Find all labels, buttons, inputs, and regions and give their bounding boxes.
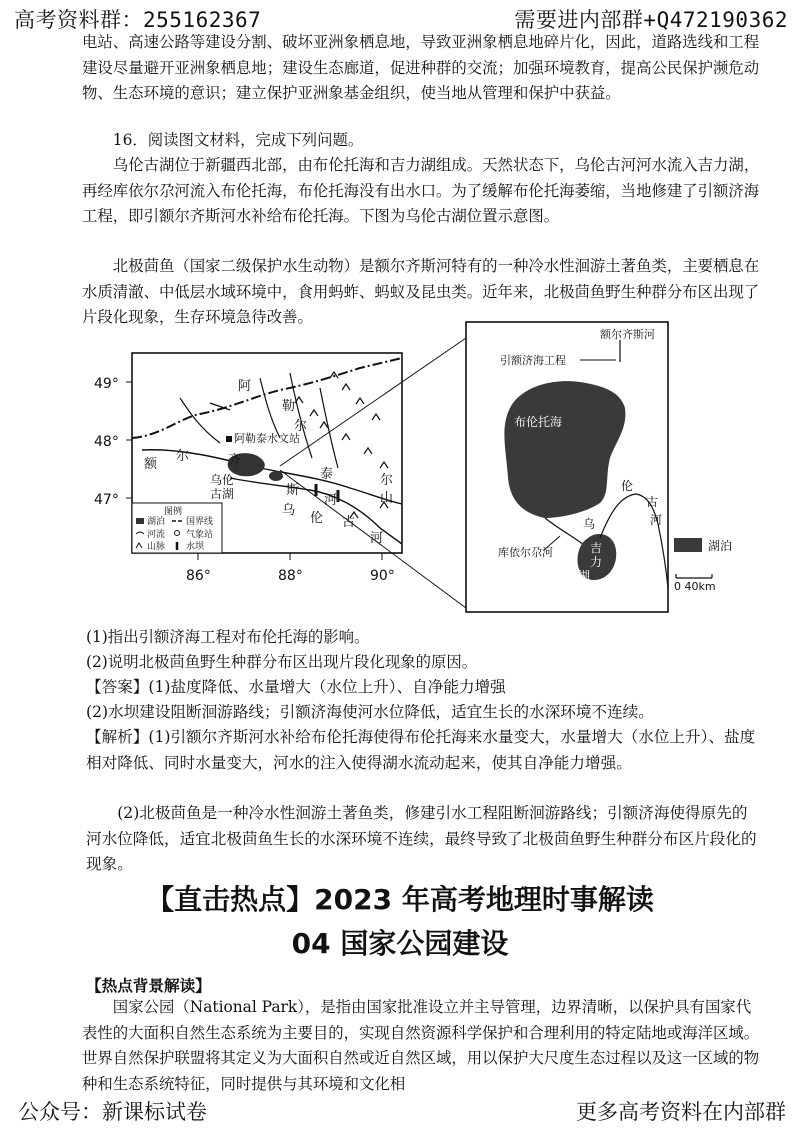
footer-right-text: 更多高考资料在内部群 [576, 1100, 786, 1124]
location-map [80, 318, 800, 618]
lon-label-86: 86° [186, 568, 211, 584]
label-wu: 乌 [282, 503, 296, 518]
legend-weather-station: 气象站 [186, 530, 214, 540]
label-gu: 古 [342, 515, 356, 530]
label-er1: 尔 [294, 419, 308, 434]
left-lake-jili [269, 471, 283, 481]
q16-answer-2: (2)水坝建设阻断洄游路线；引额济海使河水位降低，适宜生长的水深环境不连续。 [86, 703, 654, 721]
label-qi: 齐 [228, 453, 242, 468]
label-diversion-project: 引额济海工程 [500, 354, 566, 367]
legend-lake: 湖泊 [147, 517, 166, 527]
q16-material-1: 乌伦古湖位于新疆西北部，由布伦托海和吉力湖组成。天然状态下，乌伦古河河水流入吉力湖，再经库依尔尕河流入布伦托海，布伦托海没有出水口。为了缓解布伦托海萎缩，当地修建了引额济海工程，即引额尔齐斯河水补给布伦托海。下图为乌伦古湖位置示意图。 [82, 156, 760, 225]
q16-answer-1: 【答案】(1)盐度降低、水量增大（水位上升）、自净能力增强 [86, 678, 506, 696]
header-left-text: 高考资料群：255162367 [14, 8, 262, 32]
lat-label-48: 48° [94, 434, 119, 450]
label-jili-3: 湖 [578, 569, 591, 583]
label-lun: 伦 [310, 511, 324, 526]
label-river-wu: 乌 [583, 517, 596, 531]
label-lake-bulungtohai: 布伦托海 [514, 415, 563, 429]
label-jili-1: 吉 [590, 541, 603, 555]
q16-heading: 16．阅读图文材料，完成下列问题。 [112, 131, 364, 149]
label-he2: 河 [370, 531, 384, 546]
hotspot-title-line1: 【直击热点】2023 年高考地理时事解读 [146, 883, 654, 916]
label-er2: 尔 [176, 449, 190, 464]
right-map [466, 322, 732, 612]
q16-material-2: 北极茴鱼（国家二级保护水生动物）是额尔齐斯河特有的一种冷水性洄游土著鱼类，主要栖息在水质清澈、中低层水域环境中，食用蚂蚱、蚂蚁及昆虫类。近年来，北极茴鱼野生种群分布区出现了片段化现象，生存环境急待改善。 [82, 257, 760, 326]
label-si: 斯 [286, 483, 300, 498]
right-legend-lake-swatch [674, 538, 702, 552]
label-shan2: 山 [380, 491, 394, 506]
footer-left-text: 公众号：新课标试卷 [18, 1100, 207, 1124]
legend-mountain: 山脉 [147, 542, 166, 552]
right-legend-lake-label: 湖泊 [708, 539, 733, 553]
label-a: 阿 [238, 379, 252, 394]
label-river-lun: 伦 [621, 479, 634, 493]
label-wulungu-hu-1: 乌伦 [210, 473, 235, 487]
label-e: 额 [144, 457, 158, 472]
q16-analysis-1: 【解析】(1)引额尔齐斯河水补给布伦托海使得布伦托海来水量变大，水量增大（水位上升）、盐度相对降低、同时水量变大，河水的注入使得湖水流动起来，使其自净能力增强。 [86, 728, 756, 772]
label-kuyiergan-river: 库依尔尕河 [498, 546, 553, 559]
lon-label-90: 90° [370, 568, 395, 584]
lat-label-49: 49° [94, 376, 119, 392]
legend-dam: 水坝 [186, 542, 205, 552]
label-er3: 尔 [380, 473, 394, 488]
left-map [94, 353, 402, 584]
q16-sub1: (1)指出引额济海工程对布伦托海的影响。 [86, 628, 370, 646]
top-paragraph: 电站、高速公路等建设分割、破坏亚洲象栖息地，导致亚洲象栖息地碎片化，因此，道路选线和工程建设尽量避开亚洲象栖息地；建设生态廊道，促进种群的交流；加强环境教育，提高公民保护濒危动物、生态环境的意识；建立保护亚洲象基金组织，使当地从管理和保护中获益。 [82, 33, 760, 102]
hotspot-title-line2: 04 国家公园建设 [291, 927, 509, 960]
label-tai: 泰 [320, 467, 334, 482]
hydrological-station-marker [226, 436, 232, 442]
label-river-gu: 古 [646, 495, 659, 509]
scale-bar-label: 0 40km [674, 580, 716, 593]
label-river-he: 河 [650, 513, 663, 527]
legend-river: 河流 [147, 530, 166, 540]
hotspot-background-text: 国家公园（National Park），是指由国家批准设立并主导管理，边界清晰，以保护具有国家代表性的大面积自然生态系统为主要目的，实现自然资源科学保护和合理利用的特定陆地或海洋区域。世界自然保护联盟将其定义为大面积自然或近自然区域，用以保护大尺度生态过程以及这一区域的物种和生态系统特征，同时提供与其环境和文化相 [82, 998, 760, 1093]
legend-border: 国界线 [186, 517, 214, 527]
lon-label-88: 88° [278, 568, 303, 584]
label-jili-2: 力 [590, 555, 603, 569]
q16-sub2: (2)说明北极茴鱼野生种群分布区出现片段化现象的原因。 [86, 653, 478, 671]
legend-title: 图例 [164, 507, 183, 517]
label-irtysh-river: 额尔齐斯河 [600, 328, 655, 341]
label-le: 勒 [282, 399, 296, 414]
label-wulungu-hu-2: 古湖 [210, 487, 235, 501]
lat-label-47: 47° [94, 492, 119, 508]
q16-analysis-2: (2)北极茴鱼是一种冷水性洄游土著鱼类，修建引水工程阻断洄游路线；引额济海使得原先的河水位降低，适宜北极茴鱼生长的水深环境不连续，最终导致了北极茴鱼野生种群分布区片段化的现象。 [86, 804, 757, 873]
header-right-text: 需要进内部群+Q472190362 [514, 8, 788, 32]
hotspot-background-label: 【热点背景解读】 [86, 977, 211, 995]
label-he: 河 [324, 493, 338, 508]
label-station: 阿勒泰水文站 [234, 432, 300, 445]
